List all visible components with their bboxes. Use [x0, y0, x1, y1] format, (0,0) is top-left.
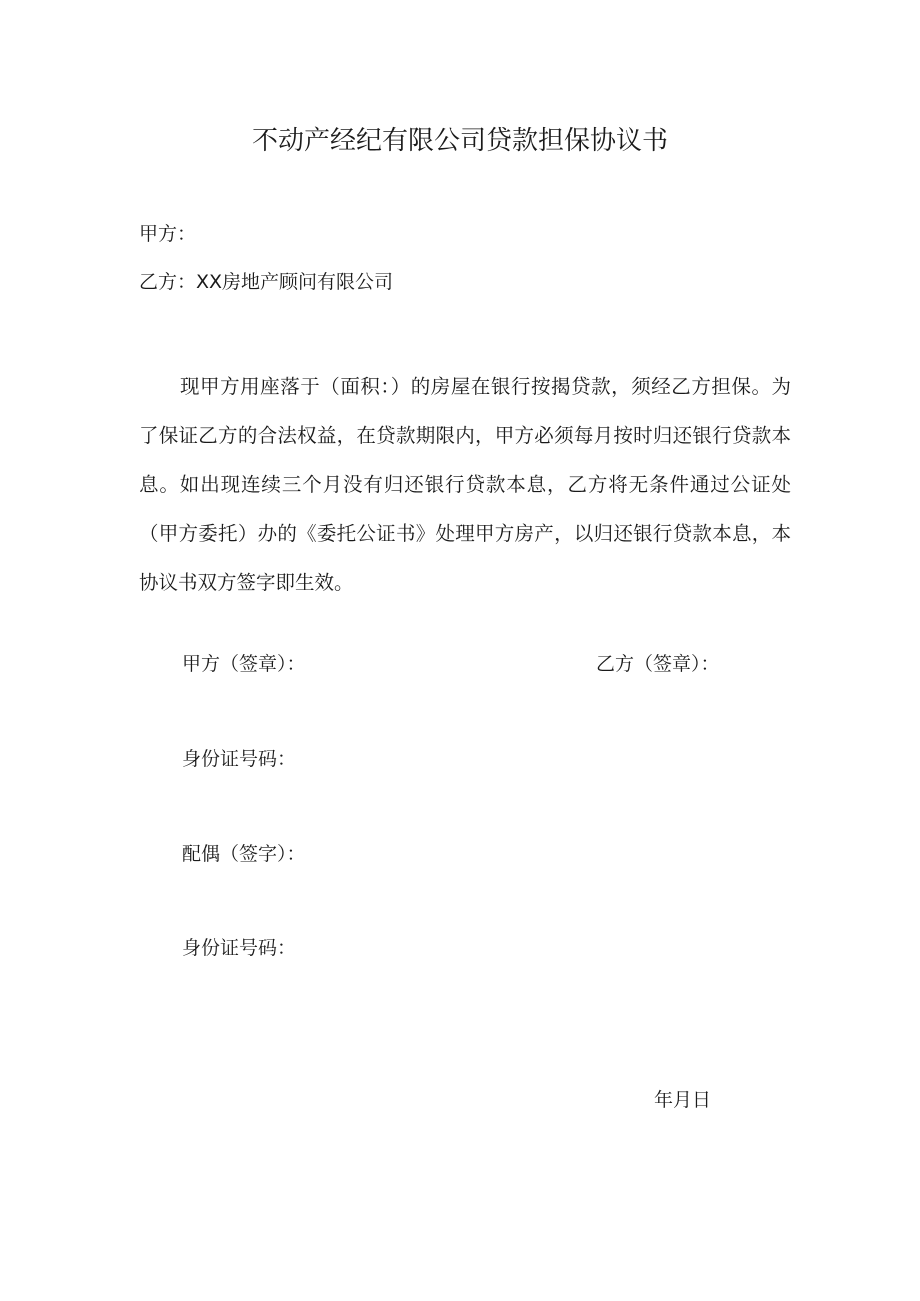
- party-a-label: 甲方：: [139, 223, 197, 245]
- spouse-sign-field: 配偶（签字）：: [182, 843, 306, 865]
- party-a-seal-field: 甲方（签章）：: [182, 653, 306, 675]
- id-number-field-1: 身份证号码：: [182, 748, 297, 770]
- agreement-body: 现甲方用座落于（面积：）的房屋在银行按揭贷款，须经乙方担保。为了保证乙方的合法权益，在贷款期限内，甲方必须每月按时归还银行贷款本息。如出现连续三个月没有归还银行贷款本息，乙方将无条件通过公证处（甲方委托）办的《委托公证书》处理甲方房产，以归还银行贷款本息，本协议书双方签字即生效。: [139, 375, 791, 594]
- document-title: 不动产经纪有限公司贷款担保协议书: [251, 126, 668, 156]
- party-b-label: 乙方：XX房地产顾问有限公司: [139, 271, 394, 293]
- date-line: 年月日: [654, 1089, 712, 1111]
- id-number-field-2: 身份证号码：: [182, 937, 297, 959]
- party-b-seal-field: 乙方（签章）：: [596, 653, 720, 675]
